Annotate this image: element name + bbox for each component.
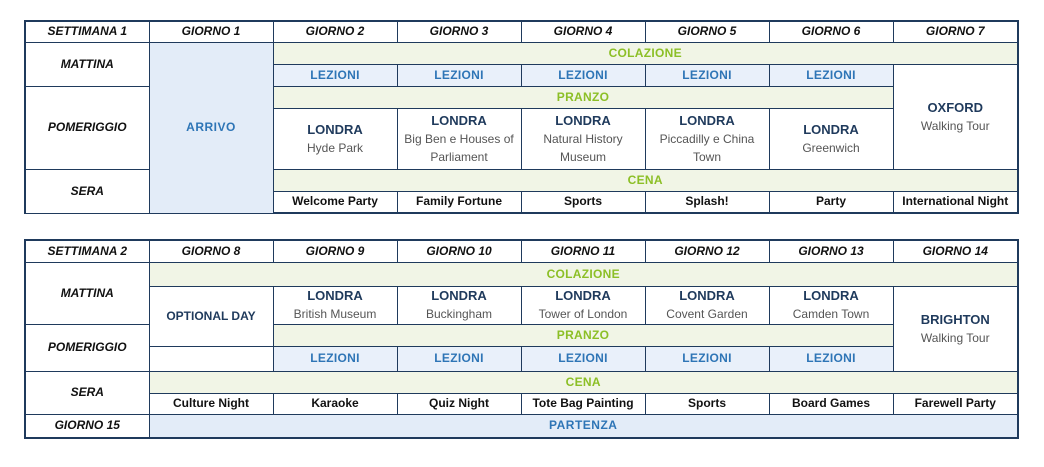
- day-5-header: GIORNO 5: [645, 21, 769, 42]
- evening-row-label: SERA: [25, 169, 149, 213]
- day-6-header: GIORNO 6: [769, 21, 893, 42]
- lessons-day-12: LEZIONI: [645, 346, 769, 371]
- excursion-day-4: [521, 108, 645, 169]
- day-13-header: GIORNO 13: [769, 240, 893, 262]
- excursion-day-12: [645, 286, 769, 324]
- afternoon-row-label: POMERIGGIO: [25, 86, 149, 169]
- week-1-header-row: [25, 21, 1018, 42]
- evening-activity-day-9: Karaoke: [273, 393, 397, 414]
- excursion-city: LONDRA: [803, 121, 859, 137]
- departure-bar: PARTENZA: [149, 414, 1018, 438]
- excursion-detail: Greenwich: [802, 140, 860, 155]
- excursion-day-2: [273, 108, 397, 169]
- evening-activity-day-3: Family Fortune: [397, 191, 521, 213]
- breakfast-bar: COLAZIONE: [149, 262, 1018, 286]
- day-4-header: GIORNO 4: [521, 21, 645, 42]
- evening-activity-day-2: Welcome Party: [273, 191, 397, 213]
- excursion-detail: Walking Tour: [920, 118, 990, 133]
- day-9-header: GIORNO 9: [273, 240, 397, 262]
- week-2-departure-row: [25, 414, 1018, 438]
- excursion-day-11: [521, 286, 645, 324]
- evening-activity-day-11: Tote Bag Painting: [521, 393, 645, 414]
- excursion-detail: Tower of London: [538, 307, 628, 321]
- excursion-city: LONDRA: [307, 288, 363, 303]
- week-1-corner-label: SETTIMANA 1: [25, 21, 149, 42]
- excursion-day-13: [769, 286, 893, 324]
- excursion-city: LONDRA: [679, 112, 735, 128]
- lessons-day-5: LEZIONI: [645, 64, 769, 86]
- lessons-day-3: LEZIONI: [397, 64, 521, 86]
- week-1-schedule-table: [24, 20, 1019, 214]
- day-7-excursion: [893, 64, 1018, 169]
- lessons-day-13: LEZIONI: [769, 346, 893, 371]
- day-3-header: GIORNO 3: [397, 21, 521, 42]
- day-14-header: GIORNO 14: [893, 240, 1018, 262]
- excursion-city: LONDRA: [679, 288, 735, 303]
- evening-activity-day-10: Quiz Night: [397, 393, 521, 414]
- evening-activity-day-13: Board Games: [769, 393, 893, 414]
- day-8-header: GIORNO 8: [149, 240, 273, 262]
- week-2-excursion-row: [25, 286, 1018, 324]
- evening-activity-day-14: Farewell Party: [893, 393, 1018, 414]
- dinner-bar: CENA: [149, 371, 1018, 393]
- optional-day-afternoon-empty: [149, 346, 273, 371]
- week-2-schedule-table: [24, 239, 1019, 439]
- day-12-header: GIORNO 12: [645, 240, 769, 262]
- excursion-detail: British Museum: [293, 307, 377, 321]
- afternoon-row-label: POMERIGGIO: [25, 324, 149, 371]
- evening-activity-day-7: International Night: [893, 191, 1018, 213]
- excursion-day-5: [645, 108, 769, 169]
- dinner-bar: CENA: [273, 169, 1018, 191]
- evening-activity-day-5: Splash!: [645, 191, 769, 213]
- excursion-day-10: [397, 286, 521, 324]
- morning-row-label: MATTINA: [25, 42, 149, 86]
- day-7-header: GIORNO 7: [893, 21, 1018, 42]
- excursion-city: LONDRA: [431, 288, 487, 303]
- lessons-day-10: LEZIONI: [397, 346, 521, 371]
- excursion-city: LONDRA: [431, 112, 487, 128]
- excursion-city: LONDRA: [555, 288, 611, 303]
- excursion-detail: Walking Tour: [920, 330, 990, 345]
- lessons-day-4: LEZIONI: [521, 64, 645, 86]
- week-2-dinner-row: [25, 371, 1018, 393]
- excursion-city: BRIGHTON: [920, 311, 990, 327]
- day-14-excursion: [893, 286, 1018, 371]
- excursion-city: LONDRA: [555, 112, 611, 128]
- lessons-day-2: LEZIONI: [273, 64, 397, 86]
- arrival-cell: ARRIVO: [149, 42, 273, 213]
- day-15-row-label: GIORNO 15: [25, 414, 149, 438]
- evening-activity-day-6: Party: [769, 191, 893, 213]
- evening-activity-day-8: Culture Night: [149, 393, 273, 414]
- morning-row-label: MATTINA: [25, 262, 149, 324]
- week-2-breakfast-row: [25, 262, 1018, 286]
- lessons-day-9: LEZIONI: [273, 346, 397, 371]
- excursion-day-9: [273, 286, 397, 324]
- week-1-breakfast-row: [25, 42, 1018, 64]
- lunch-bar: PRANZO: [273, 86, 893, 108]
- day-1-header: GIORNO 1: [149, 21, 273, 42]
- excursion-city: LONDRA: [307, 121, 363, 137]
- excursion-detail: Big Ben e Houses of Parliament: [404, 131, 514, 164]
- optional-day-cell: OPTIONAL DAY: [149, 286, 273, 346]
- day-10-header: GIORNO 10: [397, 240, 521, 262]
- excursion-detail: Piccadilly e China Town: [659, 131, 755, 164]
- excursion-detail: Covent Garden: [666, 307, 748, 321]
- excursion-detail: Hyde Park: [306, 140, 364, 155]
- excursion-city: OXFORD: [927, 99, 984, 115]
- week-2-header-row: [25, 240, 1018, 262]
- day-2-header: GIORNO 2: [273, 21, 397, 42]
- excursion-detail: Natural History Museum: [543, 131, 623, 164]
- evening-activity-day-4: Sports: [521, 191, 645, 213]
- evening-activity-day-12: Sports: [645, 393, 769, 414]
- week-2-corner-label: SETTIMANA 2: [25, 240, 149, 262]
- day-11-header: GIORNO 11: [521, 240, 645, 262]
- week-2-evening-activities-row: [25, 393, 1018, 414]
- excursion-detail: Camden Town: [792, 307, 870, 321]
- excursion-day-6: [769, 108, 893, 169]
- lunch-bar: PRANZO: [273, 324, 893, 346]
- excursion-city: LONDRA: [803, 288, 859, 303]
- evening-row-label: SERA: [25, 371, 149, 414]
- excursion-day-3: [397, 108, 521, 169]
- lessons-day-11: LEZIONI: [521, 346, 645, 371]
- excursion-detail: Buckingham: [425, 307, 493, 321]
- lessons-day-6: LEZIONI: [769, 64, 893, 86]
- breakfast-bar: COLAZIONE: [273, 42, 1018, 64]
- week-2-lessons-row: [25, 346, 1018, 371]
